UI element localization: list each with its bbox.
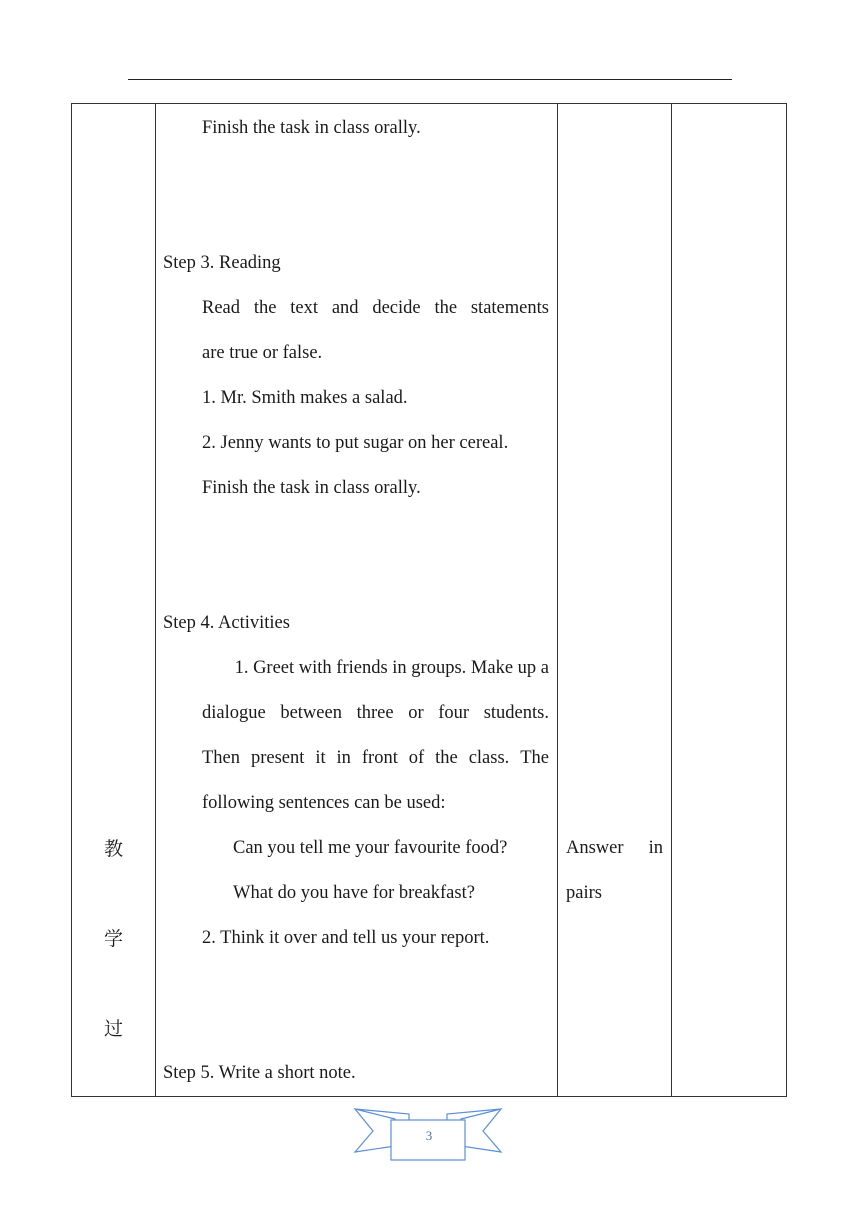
column-divider (155, 104, 156, 1096)
sample-question: What do you have for breakfast? (233, 883, 475, 903)
student-activity-text: pairs (566, 883, 602, 903)
activity-1-line: Then present it in front of the class. The (202, 748, 549, 768)
activity-2: 2. Think it over and tell us your report. (202, 928, 490, 948)
side-label-char: 学 (104, 928, 124, 950)
step5-title: Step 5. Write a short note. (163, 1063, 356, 1083)
step3-instruction: Read the text and decide the statements (202, 298, 549, 318)
statement-2: 2. Jenny wants to put sugar on her cereal. (202, 433, 509, 453)
step3-title: Step 3. Reading (163, 253, 281, 273)
activity-1-line: dialogue between three or four students. (202, 703, 549, 723)
header-rule (128, 79, 732, 80)
student-activity-text: Answer in (566, 838, 663, 858)
page-number: 3 (425, 1128, 433, 1143)
column-divider (557, 104, 558, 1096)
column-divider (671, 104, 672, 1096)
side-label-char: 教 (104, 838, 124, 860)
sample-question: Can you tell me your favourite food? (233, 838, 508, 858)
statement-1: 1. Mr. Smith makes a salad. (202, 388, 408, 408)
step3-instruction-end: are true or false. (202, 343, 323, 363)
step4-title: Step 4. Activities (163, 613, 290, 633)
side-label-char: 过 (104, 1018, 124, 1040)
activity-1-line: following sentences can be used: (202, 793, 446, 813)
activity-1-line: 1. Greet with friends in groups. Make up a (234, 658, 549, 678)
finish-task-text: Finish the task in class orally. (202, 478, 421, 498)
finish-task-text: Finish the task in class orally. (202, 118, 421, 138)
